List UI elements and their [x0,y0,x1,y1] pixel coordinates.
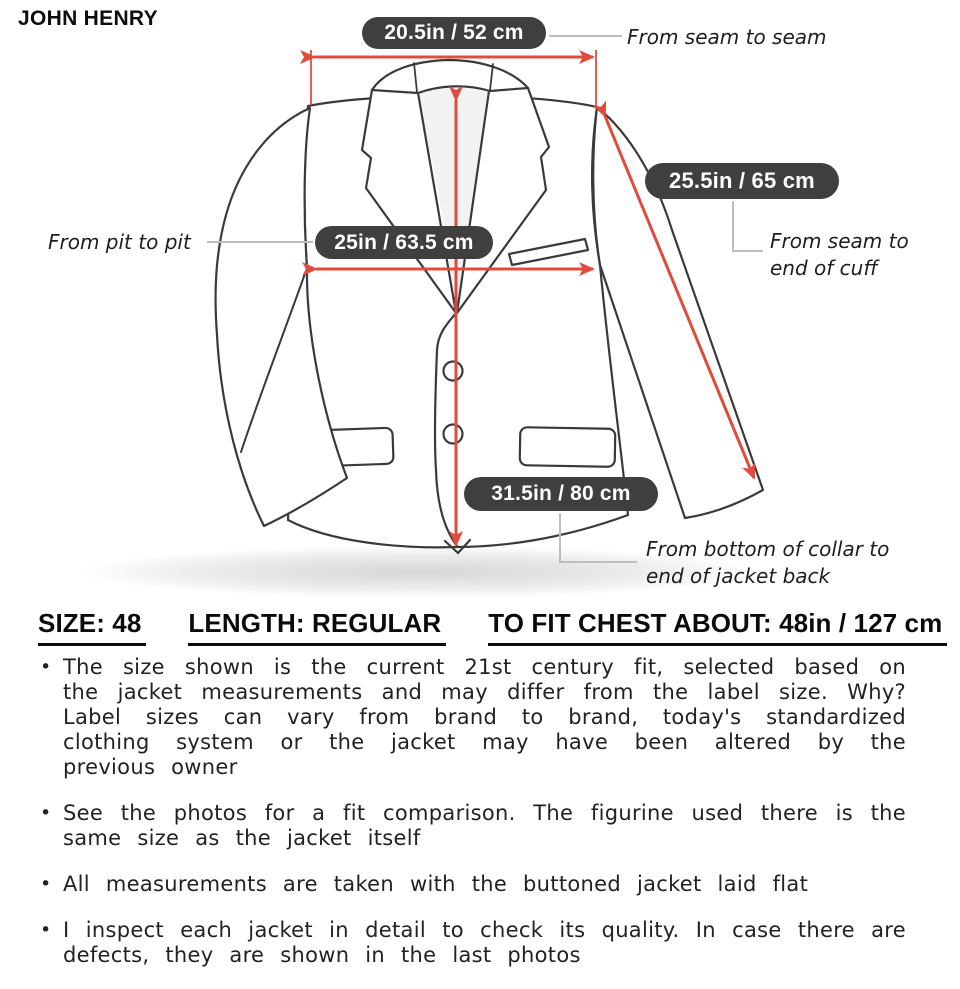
size-value: SIZE: 48 [38,608,146,646]
fit-summary-row [38,608,947,646]
chest-measurement-badge: 25in / 63.5 cm [315,226,493,259]
shoulder-callout-label: From seam to seam [627,25,827,49]
note-quality-inspection: • I inspect each jacket in detail to check its quality. In case there are defects, they are shown in the last photos [38,918,906,968]
shoulder-measurement-badge: 20.5in / 52 cm [362,17,546,49]
chest-callout-label: From pit to pit [48,230,191,254]
note-measuring-method: • All measurements are taken with the buttoned jacket laid flat [38,872,906,897]
note-sizing: • The size shown is the current 21st century fit, selected based on the jacket measurements and may differ from the label size. Why? Label sizes can vary from brand to brand, today's standardized clothing system or the jacket may have been altered by the previous owner [38,655,906,780]
sleeve-connector [733,201,763,251]
chest-fit-value: TO FIT CHEST ABOUT: 48in / 127 cm [488,608,947,646]
note-fit-comparison: • See the photos for a fit comparison. The figurine used there is the same size as the jacket itself [38,801,906,851]
right-pocket-flap [520,427,616,467]
length-value: LENGTH: REGULAR [188,608,446,646]
sleeve-measurement-badge: 25.5in / 65 cm [645,163,839,199]
length-callout-label: From bottom of collar to end of jacket back [646,537,890,588]
bottom-button [444,425,463,444]
length-measurement-badge: 31.5in / 80 cm [464,477,658,511]
brand-title: JOHN HENRY [18,7,158,30]
notes-list [38,655,906,989]
top-button [444,362,463,381]
sleeve-callout-label: From seam to end of cuff [770,229,909,280]
